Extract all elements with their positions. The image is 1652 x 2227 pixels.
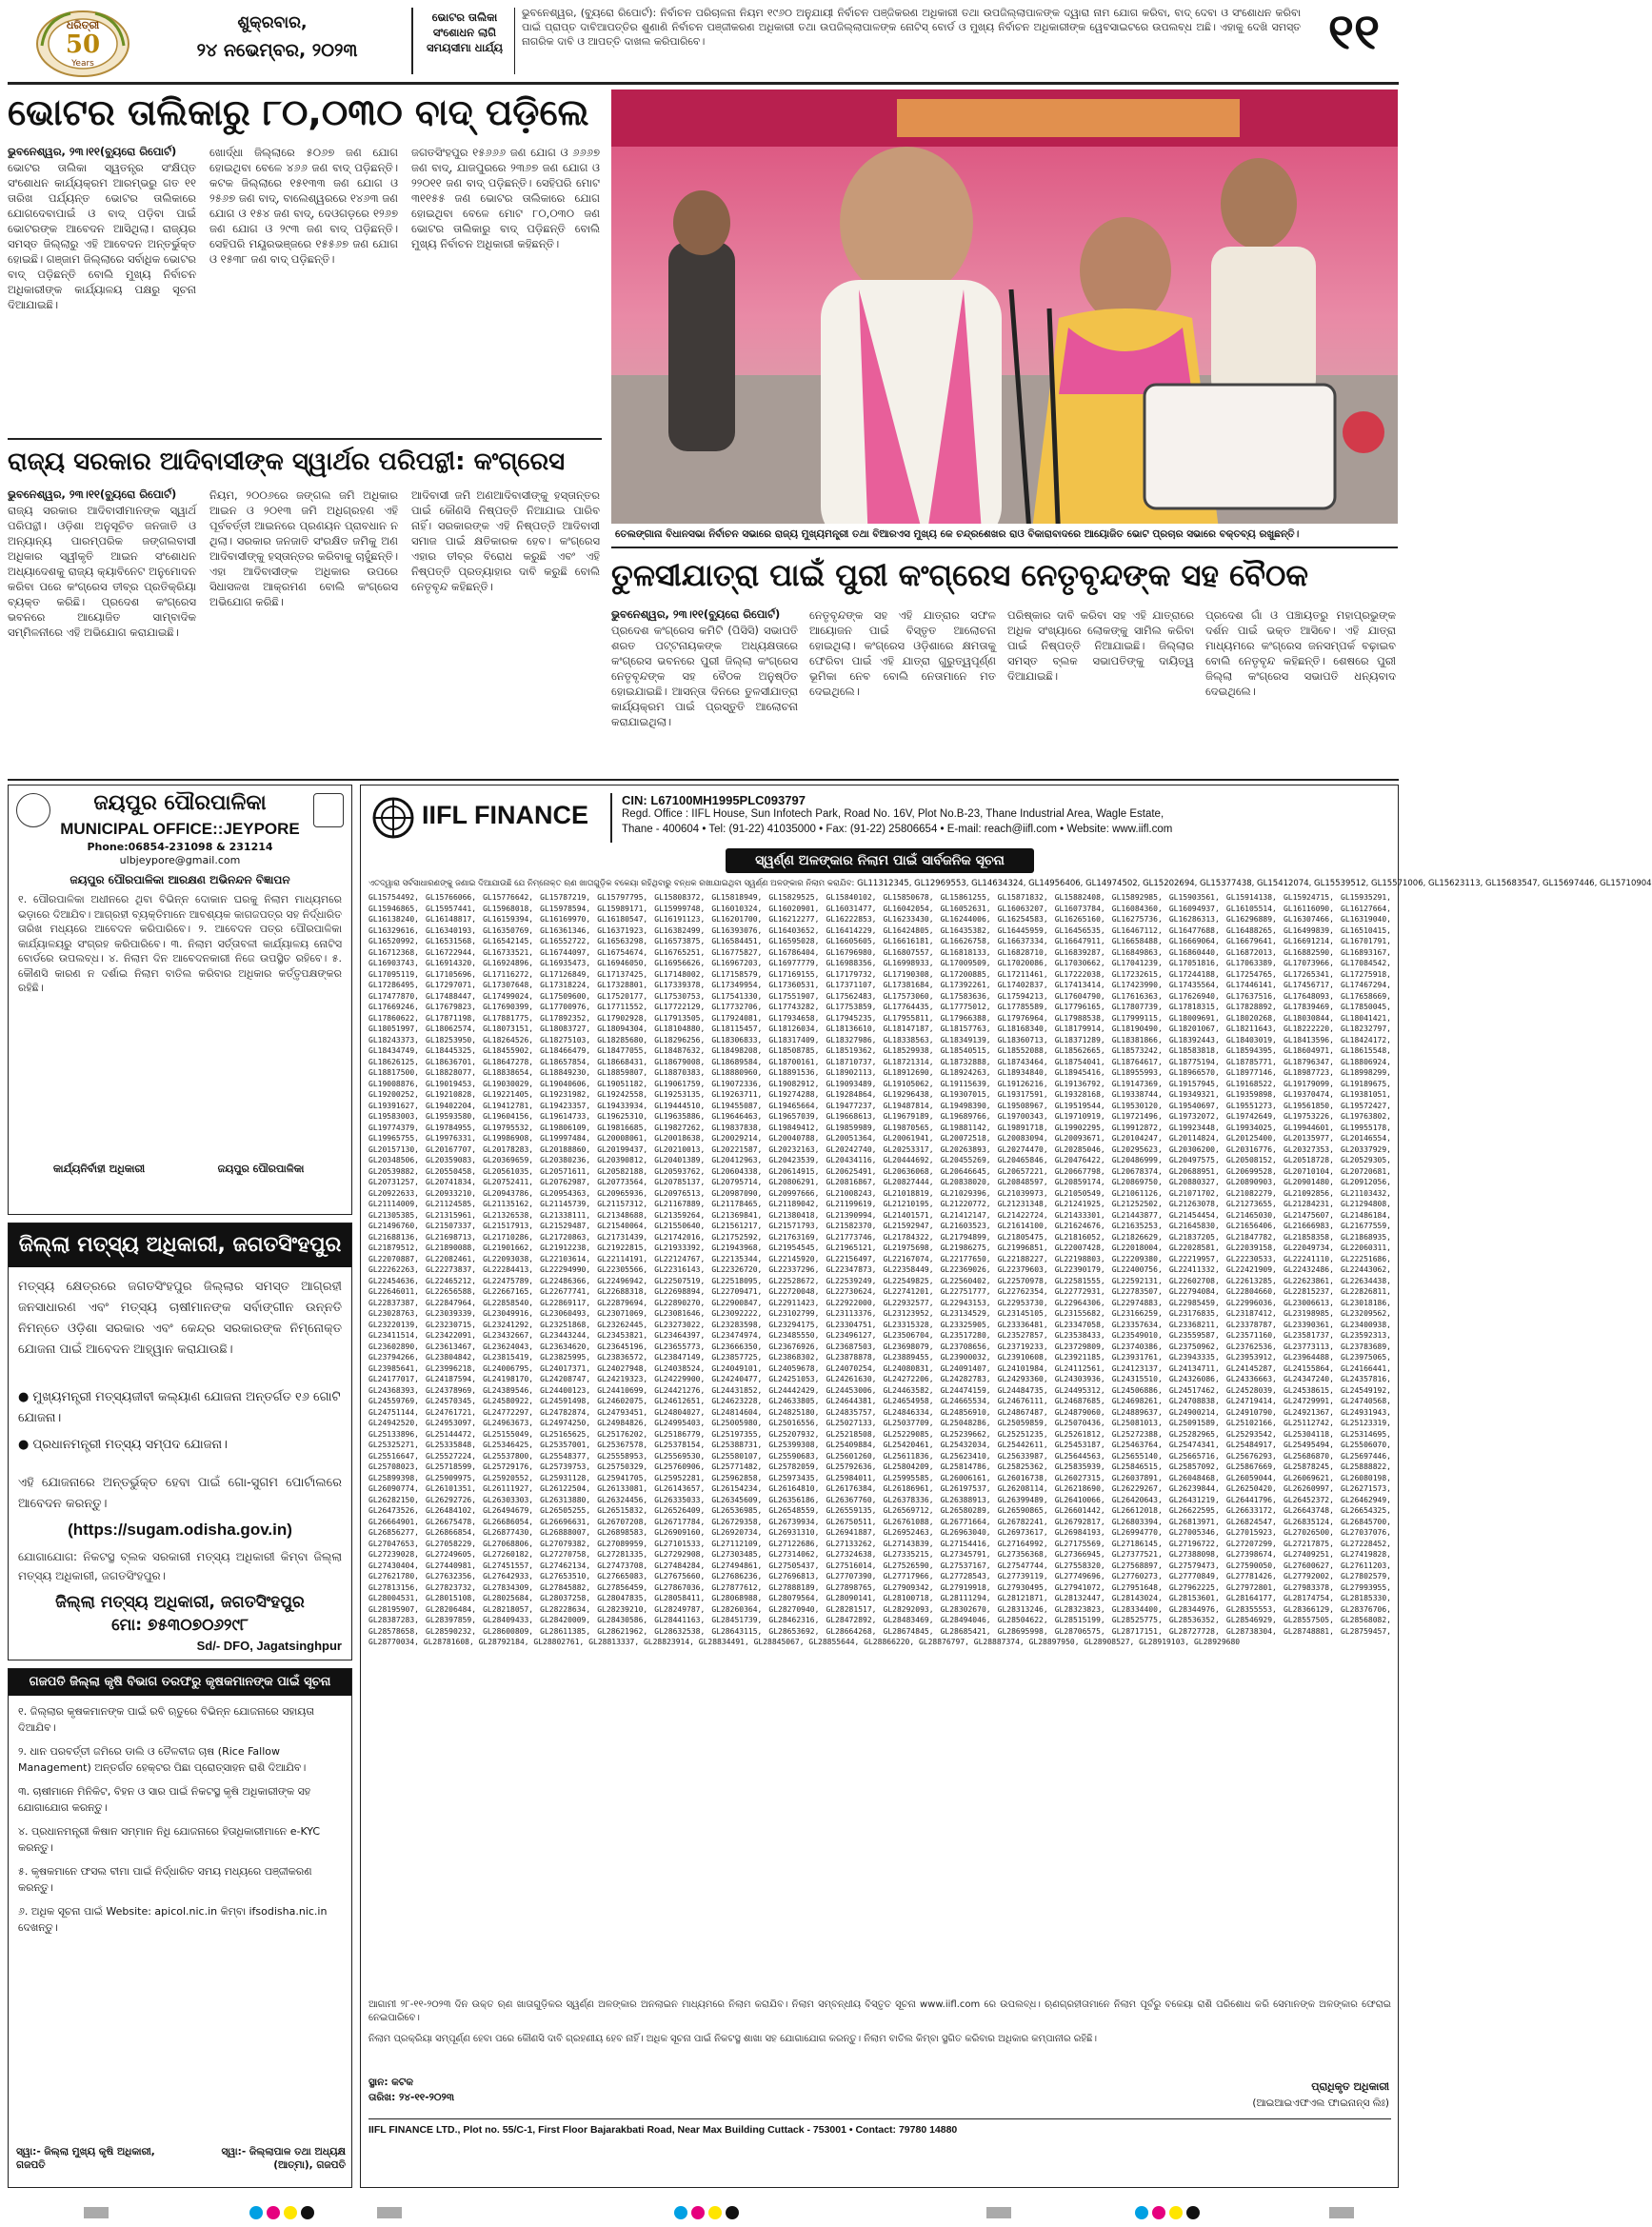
story-voter-list [8, 89, 602, 432]
agri-item-list [18, 1703, 342, 2138]
story-column: ଭୋଟର ତାଲିକା ସ୍ୱତନ୍ତ୍ର ସଂକ୍ଷିପ୍ତ ସଂଶୋଧନ କାର୍ଯ୍ୟକ୍ରମ ଆରମ୍ଭରୁ ଗତ ୧୧ ତାରିଖ ପର୍ଯ୍ୟନ୍ତ ଭୋଟର ତାଲିକାରେ ଯୋଗଦେବାପାଇଁ ଓ ବାଦ୍ ପଡ଼ିବା ପାଇଁ ଭୋଟରଙ୍କ ଆବେଦନ ଆସିଥିଲା। ରାଜ୍ୟର ସମସ୍ତ ଜିଲ୍ଲାରୁ ଏହି ଆବେଦନ ଅନ୍ତର୍ଭୁକ୍ତ ହୋଇଛି। ଗଞ୍ଜାମ ଜିଲ୍ଲାରେ ସର୍ବାଧିକ ଭୋଟର ବାଦ୍ ପଡ଼ିଛନ୍ତି ବୋଲି ମୁଖ୍ୟ ନିର୍ବାଚନ ଅଧିକାରୀଙ୍କ କାର୍ଯ୍ୟାଳୟ ପକ୍ଷରୁ ସୂଚନା ଦିଆଯାଇଛି। [8, 161, 196, 311]
story-congress-tribal [8, 446, 602, 775]
masthead [0, 0, 1406, 82]
masthead-divider [514, 8, 515, 74]
gray-bar [1329, 2207, 1354, 2218]
yellow-dot [284, 2206, 297, 2219]
story-column: ନେତୃବୃନ୍ଦଙ୍କ ସହ ଏହି ଯାତ୍ରାର ସଫଳ ଆୟୋଜନ ପାଇଁ ବିସ୍ତୃତ ଆଲୋଚନା ହୋଇଥିଲା। କଂଗ୍ରେସ ଓଡ଼ିଶାରେ କ୍ଷମତାକୁ ଫେରିବା ପାଇଁ ଏହି ଯାତ୍ରା ଗୁରୁତ୍ୱପୂର୍ଣ୍ଣ ଭୂମିକା ନେବ ବୋଲି ନେତାମାନେ ମତ ଦେଇଥିଲେ। [809, 608, 996, 698]
scheme-text: ମୁଖ୍ୟମନ୍ତ୍ରୀ ମତ୍ସ୍ୟଜୀବୀ କଲ୍ୟାଣ ଯୋଜନା ଅନ୍ତର୍ଗତ ୧୬ ଗୋଟି ଯୋଜନା। [18, 1390, 341, 1425]
story-divider [8, 438, 602, 440]
masthead-divider [411, 8, 413, 74]
yellow-dot [1169, 2206, 1183, 2219]
masthead-rule [8, 82, 1399, 85]
black-dot [726, 2206, 739, 2219]
yellow-dot [708, 2206, 722, 2219]
section-rule [8, 779, 1399, 781]
gray-bar [84, 2207, 109, 2218]
ad-body: ୧. ପୌରପାଳିକା ଅଧୀନରେ ଥିବା ବିଭିନ୍ନ ଦୋକାନ ଘରକୁ ନିଲାମ ମାଧ୍ୟମରେ ଭଡ଼ାରେ ଦିଆଯିବ। ଆଗ୍ରହୀ ବ୍ୟକ୍ତିମାନେ ଆବଶ୍ୟକ କାଗଜପତ୍ର ସହ ନିର୍ଦ୍ଧାରିତ ତାରିଖ ମଧ୍ୟରେ ଆବେଦନ କରିପାରିବେ। ୨. ଆବେଦନ ପତ୍ର ପୌରପାଳିକା କାର୍ଯ୍ୟାଳୟରୁ ସଂଗ୍ରହ କରିପାରିବେ। ୩. ନିଲାମ ସର୍ତ୍ତାବଳୀ କାର୍ଯ୍ୟାଳୟ ନୋଟିସ ବୋର୍ଡରେ ଉପଲବ୍ଧ। ୪. ନିଲାମ ଦିନ ଆବେଦନକାରୀ ନିଜେ ଉପସ୍ଥିତ ରହିବେ। ୫. କୌଣସି କାରଣ ନ ଦର୍ଶାଇ ନିଲାମ ବାତିଲ କରିବାର ଅଧିକାର କର୍ତ୍ତୃପକ୍ଷଙ୍କର ରହିଛି। [18, 893, 342, 994]
iifl-logo [372, 795, 601, 841]
ad-intro: ମତ୍ସ୍ୟ କ୍ଷେତ୍ରରେ ଜଗତସିଂହପୁର ଜିଲ୍ଲାର ସମସ୍ତ ଆଗ୍ରହୀ ଜନସାଧାରଣ ଏବଂ ମତ୍ସ୍ୟ ଚାଷୀମାନଙ୍କ ସର୍ବାଙ୍ଗୀନ ଉନ୍ନତି ନିମନ୍ତେ ଓଡ଼ିଶା ସରକାର ଏବଂ କେନ୍ଦ୍ର ସରକାରଙ୍କ ନିମ୍ନୋକ୍ତ ଯୋଜନା ପାଇଁ ଆବେଦନ ଆହ୍ୱାନ କରାଯାଉଛି। [18, 1280, 342, 1357]
story-column: ପ୍ରଦେଶ କଂଗ୍ରେସ କମିଟି (ପିସିସି) ସଭାପତି ଶରତ ପଟ୍ଟନାୟକଙ୍କ ଅଧ୍ୟକ୍ଷତାରେ କଂଗ୍ରେସ ଭବନରେ ପୁରୀ ଜିଲ୍ଲା କଂଗ୍ରେସ ନେତୃବୃନ୍ଦଙ୍କ ସହ ବୈଠକ ଅନୁଷ୍ଠିତ ହୋଇଯାଇଛି। ଆସନ୍ତା ଦିନରେ ତୁଳସୀଯାତ୍ରା କାର୍ଯ୍ୟକ୍ରମ ପାଇଁ ପ୍ରସ୍ତୁତି ଆଲୋଚନା କରାଯାଇଥିଲା। [611, 624, 798, 728]
rally-photo-image [611, 89, 1398, 545]
cyan-dot [249, 2206, 263, 2219]
agri-item: ୩. ଚାଷୀମାନେ ମିନିକିଟ, ବିହନ ଓ ସାର ପାଇଁ ନିକଟସ୍ଥ କୃଷି ଅଧିକାରୀଙ୍କ ସହ ଯୋଗାଯୋଗ କରନ୍ତୁ। [18, 1785, 311, 1814]
agri-item: ୪. ପ୍ରଧାନମନ୍ତ୍ରୀ କିଷାନ ସମ୍ମାନ ନିଧି ଯୋଜନାରେ ହିତାଧିକାରୀମାନେ e-KYC କରନ୍ତୁ। [18, 1825, 321, 1854]
logo-divider [610, 793, 612, 843]
black-dot [1186, 2206, 1200, 2219]
ad-phone: Phone:06854-231098 & 231214 [87, 841, 273, 853]
ad-office: ଜିଲ୍ଲା ମତ୍ସ୍ୟ ଅଧିକାରୀ, ଜଗତସିଂହପୁର [55, 1593, 305, 1612]
story-column: ଖୋର୍ଦ୍ଧା ଜିଲ୍ଲାରେ ୫୦୬୭ ଜଣ ଯୋଗ ହୋଇଥିବା ବେଳେ ୪୬୬ ଜଣ ବାଦ୍ ପଡ଼ିଛନ୍ତି। କଟକ ଜିଲ୍ଲାରେ ୧୫୧୩୩ ଜଣ ଯୋଗ ଓ ୨୫୬୭ ଜଣ ବାଦ୍, ବାଲେଶ୍ୱରରେ ୧୪୬୩ ଜଣ ଯୋଗ ଓ ୧୫୪ ଜଣ ବାଦ୍, ଦେଓଗଡ଼ରେ ୧୨୬୭ ଜଣ ଯୋଗ ଓ ୨୯୩ ଜଣ ବାଦ୍ ପଡ଼ିଛନ୍ତି। ସେହିପରି ମୟୂରଭଞ୍ଜରେ ୧୫୫୬୭ ଜଣ ଯୋଗ ଓ ୧୫୩୮ ଜଣ ବାଦ୍ ପଡ଼ିଛନ୍ତି। [209, 146, 398, 266]
ad-title: ଗଜପତି ଜିଲ୍ଲା କୃଷି ବିଭାଗ ତରଫରୁ କୃଷକମାନଙ୍କ ପାଇଁ ସୂଚନା [9, 1669, 351, 1696]
magenta-dot [691, 2206, 705, 2219]
magenta-dot [267, 2206, 280, 2219]
agri-item: ୨. ଧାନ ପରବର୍ତ୍ତୀ ଜମିରେ ଡାଲି ଓ ତୈଳବୀଜ ଚାଷ (Rice Fallow Management) ଅନ୍ତର୍ଗତ ହେକ୍ଟର ପିଛା ପ୍ରୋତ୍ସାହନ ରାଶି ଦିଆଯିବ। [18, 1745, 307, 1774]
ad-mobile: ମୋ: ୭୫୩୦୭୦୬୨୯୮ [111, 1616, 249, 1635]
scheme-text: ପ୍ରଧାନମନ୍ତ୍ରୀ ମତ୍ସ୍ୟ ସମ୍ପଦ ଯୋଜନା। [32, 1438, 228, 1452]
anniversary-logo [32, 8, 133, 78]
ad-fisheries-jagatsinghpur [8, 1223, 352, 1660]
ad-subtitle: MUNICIPAL OFFICE::JEYPORE [60, 820, 300, 838]
notice-footer: ନିଲାମ ପ୍ରକ୍ରିୟା ସମ୍ପୂର୍ଣ୍ଣ ହେବା ପରେ କୌଣସି ଦାବି ଗ୍ରହଣୀୟ ହେବ ନାହିଁ। ଅଧିକ ସୂଚନା ପାଇଁ ନିକଟସ୍ଥ ଶାଖା ସହ ଯୋଗାଯୋଗ କରନ୍ତୁ। ନିଲାମ ବାତିଲ କିମ୍ବା ସ୍ଥଗିତ କରିବାର ଅଧିକାର କମ୍ପାନୀର ରହିଛି। [368, 2034, 1097, 2044]
agri-item: ୫. କୃଷକମାନେ ଫସଲ ବୀମା ପାଇଁ ନିର୍ଦ୍ଧାରିତ ସମୟ ମଧ୍ୟରେ ପଞ୍ଜୀକରଣ କରନ୍ତୁ। [18, 1865, 312, 1894]
branch-address: IIFL FINANCE LTD., Plot no. 55/C-1, First Floor Bajarakbati Road, Near Max Building Cuttack - 753001 • Contact: 79780 14880 [368, 2124, 958, 2136]
notice-intro: ଏତଦ୍ୱାରା ସର୍ବସାଧାରଣଙ୍କୁ ଜଣାଇ ଦିଆଯାଉଛି ଯେ ନିମ୍ନୋକ୍ତ ଋଣ ଖାତାଗୁଡ଼ିକ ବକେୟା ରହିଥିବାରୁ ବନ୍ଧକ ରଖାଯାଇଥିବା ସ୍ୱର୍ଣ୍ଣ ଅଳଙ୍କାର ନିଲାମ କରାଯିବ: GL11312345, GL12969553, GL14634324, GL14956406, GL14974502, GL15202694, GL15377438, GL15412074, GL15539512, GL15571006, GL15623113, GL15683547, GL15697446, GL15710904 [368, 879, 1652, 888]
story-column: ଆଦିବାସୀ ଜମି ଅଣଆଦିବାସୀଙ୍କୁ ହସ୍ତାନ୍ତର ପାଇଁ କୌଣସି ନିଷ୍ପତ୍ତି ନିଆଯାଇ ପାରିବ ନାହିଁ। ସରକାରଙ୍କ ଏହି ନିଷ୍ପତ୍ତି ଆଦିବାସୀ ସମାଜ ପାଇଁ କ୍ଷତିକାରକ ହେବ। କଂଗ୍ରେସ ଏହାର ତୀବ୍ର ବିରୋଧ କରୁଛି ଏବଂ ଏହି ନିଷ୍ପତ୍ତି ପ୍ରତ୍ୟାହାର ଦାବି କରୁଛି ବୋଲି ନେତୃବୃନ୍ଦ କହିଛନ୍ତି। [411, 488, 600, 593]
ad-email: ulbjeypore@gmail.com [119, 854, 241, 866]
scheme-list [18, 1387, 342, 1456]
gray-bar [986, 2207, 1011, 2218]
story-column: ଜଗତସିଂହପୁର ୧୫୬୬୬ ଜଣ ଯୋଗ ଓ ୬୬୬୭ ଜଣ ବାଦ୍, ଯାଜପୁରରେ ୨୩୬୭ ଜଣ ଯୋଗ ଓ ୨୨୦୧୧ ଜଣ ବାଦ୍ ପଡ଼ିଛନ୍ତି। ସେହିପରି ମୋଟ ୩୧୧୫୫ ଜଣ ଭୋଟର ତାଲିକାରେ ଯୋଗ ହୋଇଥିବା ବେଳେ ମୋଟ ୮୦,୦୩୦ ଜଣ ଭୋଟର ତାଲିକାରୁ ବାଦ୍ ପଡ଼ିଛନ୍ତି ବୋଲି ମୁଖ୍ୟ ନିର୍ବାଚନ ଅଧିକାରୀ କହିଛନ୍ତି। [411, 146, 600, 250]
news-photo [611, 89, 1398, 545]
authorized-officer-company: (ଆଇଆଇଏଫଏଲ ଫାଇନାନ୍ସ ଲିଃ) [1252, 2098, 1389, 2109]
issue-date: ୨୪ ନଭେମ୍ବର, ୨୦୨୩ [196, 40, 358, 61]
top-brief: ଭୁବନେଶ୍ୱର, (ବ୍ୟୁରୋ ରିପୋର୍ଟ): ନିର୍ବାଚନ ପରିଚାଳନା ନିୟମ ୧୯୬୦ ଅନୁଯାୟୀ ନିର୍ବାଚନ ପଞ୍ଜିକରଣ ଅଧିକାରୀ ତଥା ଉପଜିଲ୍ଲାପାଳଙ୍କ ଦ୍ୱାରା ନାମ ଯୋଗ କରିବା, ବାଦ୍ ଦେବା ଓ ସଂଶୋଧନ କରିବା ପାଇଁ ପ୍ରାପ୍ତ ଦାବିଆପତ୍ତିର ଶୁଣାଣି ନିର୍ବାଚନ ପଞ୍ଜୀକରଣ ଅଧିକାରୀ ତଥା ଉପଜିଲ୍ଲାପାଳଙ୍କ ନୋଟିସ୍ ବୋର୍ଡ ଓ ମୁଖ୍ୟ ନିର୍ବାଚନ ଅଧିକାରୀଙ୍କ ୱେବସାଇଟରେ ଉପଲବ୍ଧ ଅଛି। ଏହାକୁ ଦେଖି ସମସ୍ତ ନାଗରିକ ଦାବି ଓ ଆପତ୍ତି ଦାଖଲ କରିପାରିବେ। [522, 7, 1301, 48]
headline: ତୁଳସୀଯାତ୍ରା ପାଇଁ ପୁରୀ କଂଗ୍ରେସ ନେତୃବୃନ୍ଦଙ୍କ ସହ ବୈଠକ [611, 557, 1308, 593]
logo-sub: Years [71, 59, 94, 69]
story-tulasi-yatra [611, 554, 1398, 775]
scheme-item: ● ମୁଖ୍ୟମନ୍ତ୍ରୀ ମତ୍ସ୍ୟଜୀବୀ କଲ୍ୟାଣ ଯୋଜନା ଅନ୍ତର୍ଗତ ୧୬ ଗୋଟି ଯୋଜନା। [18, 1390, 341, 1425]
headline: ରାଜ୍ୟ ସରକାର ଆଦିବାସୀଙ୍କ ସ୍ୱାର୍ଥର ପରିପନ୍ଥୀ: କଂଗ୍ରେସ [8, 447, 566, 476]
ad-iifl-gold-auction [360, 785, 1652, 2188]
ad-contact: ଯୋଗାଯୋଗ: ନିକଟସ୍ଥ ବ୍ଲକ ସରକାରୀ ମତ୍ସ୍ୟ ଅଧିକାରୀ କିମ୍ବା ଜିଲ୍ଲା ମତ୍ସ୍ୟ ଅଧିକାରୀ, ଜଗତସିଂହପୁର। [18, 1550, 342, 1582]
agri-item: ୧. ଜିଲ୍ଲାର କୃଷକମାନଙ୍କ ପାଇଁ ରବି ଋତୁରେ ବିଭିନ୍ନ ଯୋଜନାରେ ସହାୟତା ଦିଆଯିବ। [18, 1705, 315, 1734]
headline: ଭୋଟର ତାଲିକାରୁ ୮୦,୦୩୦ ବାଦ୍ ପଡ଼ିଲେ [8, 91, 589, 133]
dateline: ଭୁବନେଶ୍ୱର, ୨୩।୧୧(ବ୍ୟୁରୋ ରିପୋର୍ଟ) [611, 607, 781, 621]
iifl-logo-text: IIFL FINANCE [422, 801, 588, 829]
story-column: ରାଜ୍ୟ ସରକାର ଆଦିବାସୀମାନଙ୍କ ସ୍ୱାର୍ଥ ପରିପନ୍ଥୀ। ଓଡ଼ିଶା ଅନୁସୂଚିତ ଜନଜାତି ଓ ଅନ୍ୟାନ୍ୟ ପାରମ୍ପରିକ ଜଙ୍ଗଲବାସୀ ଅଧିକାର ସ୍ୱୀକୃତି ଆଇନ ସଂଶୋଧନ ଅଧ୍ୟାଦେଶକୁ ରାଜ୍ୟ କ୍ୟାବିନେଟ ଅନୁମୋଦନ କରିବା ପରେ କଂଗ୍ରେସ ତୀବ୍ର ପ୍ରତିକ୍ରିୟା ବ୍ୟକ୍ତ କରିଛି। ପ୍ରଦେଶ କଂଗ୍ରେସ ଭବନରେ ଆୟୋଜିତ ସାମ୍ବାଦିକ ସମ୍ମିଳନୀରେ ଏହି ଅଭିଯୋଗ କରାଯାଇଛି। [8, 504, 196, 639]
magenta-dot [1152, 2206, 1165, 2219]
ad-title: ଜୟପୁର ପୌରପାଳିକା [93, 791, 267, 815]
ad-agriculture-gajapati [8, 1668, 352, 2188]
photo-rule [611, 547, 1398, 548]
logo-word: ଧରିତ୍ରୀ [66, 19, 100, 31]
story-column: ପରିଷ୍କାର ଦାବି କରିବା ସହ ଏହି ଯାତ୍ରାରେ ଅଧିକ ସଂଖ୍ୟାରେ ଲୋକଙ୍କୁ ସାମିଲ କରିବା ପାଇଁ ନିଷ୍ପତ୍ତି ନିଆଯାଇଛି। ଜିଲ୍ଲାର ସମସ୍ତ ବ୍ଲକ ସଭାପତିଙ୍କୁ ଦାୟିତ୍ୱ ଦିଆଯାଇଛି। [1007, 608, 1194, 683]
ad-signature: Sd/- DFO, Jagatsinghpur [196, 1639, 342, 1653]
sugam-portal-link[interactable]: (https://sugam.odisha.gov.in) [68, 1521, 292, 1539]
ad-title: ଜିଲ୍ଲା ମତ୍ସ୍ୟ ଅଧିକାରୀ, ଜଗତସିଂହପୁର [9, 1223, 351, 1267]
dateline: ଭୁବନେଶ୍ୱର, ୨୩।୧୧(ବ୍ୟୁରୋ ରିପୋର୍ଟ) [8, 487, 177, 501]
authorized-officer: ପ୍ରାଧିକୃତ ଅଧିକାରୀ [1311, 2080, 1389, 2093]
story-column: ନିୟମ, ୨୦୦୬ରେ ଜଙ୍ଗଲ ଜମି ଅଧିକାର ଆଇନ ଓ ୨୦୧୩ ଜମି ଅଧିଗ୍ରହଣ ଏହି ପୂର୍ବବର୍ତ୍ତୀ ଆଇନରେ ପ୍ରଣୟନ ପ୍ରାବଧାନ ନ ଥିଲା। ସରକାର ଜନଜାତି ସଂରକ୍ଷିତ ଜମିକୁ ଅଣ ଆଦିବାସୀଙ୍କୁ ହସ୍ତାନ୍ତର କରିବାକୁ ଚାହୁଁଛନ୍ତି। ଏହା ଆଦିବାସୀଙ୍କ ଅଧିକାର ଉପରେ ସିଧାସଳଖ ଆକ୍ରମଣ ବୋଲି କଂଗ୍ରେସ ଅଭିଯୋଗ କରିଛି। [209, 488, 398, 608]
ad-signature-right: ସ୍ୱା:- ଜିଲ୍ଲାପାଳ ତଥା ଅଧ୍ୟକ୍ଷ (ଆତ୍ମା), ଗଜପତି [221, 2146, 346, 2171]
notice-date: ତାରିଖ: ୨୪-୧୧-୨୦୨୩ [368, 2092, 454, 2103]
loan-account-grid: GL15754492, GL15766066, GL15776642, GL15787219, GL15797795, GL15808372, GL15818949, GL15829525, GL15840102, GL15850678, GL15861255, GL15871832, GL15882408, GL15892985, GL15903561, GL15914138, GL15924715, GL15935291, GL15946865, GL15957441, GL15968018, GL15978594, GL15989171, GL15999748, GL16010324, GL16020901, GL16031477, GL16042054, GL16052631, GL16063207, GL16073784, GL16084360, GL16094937, GL16105514, GL16116090, GL16127664, GL16138240, GL16148817, GL16159394, GL16169970, GL16180547, GL16191123, GL16201700, GL16212277, GL16222853, GL16233430, GL16244006, GL16254583, GL16265160, GL16275736, GL16286313, GL16296889, GL16307466, GL16319040, GL16329616, GL16340193, GL16350769, GL16361346, GL16371923, GL16382499, GL16393076, GL16403652, GL16414229, GL16424805, GL16435382, GL16445959, GL16456535, GL16467112, GL16477688, GL16488265, GL16499839, GL16510415, GL16520992, GL16531568, GL16542145, GL16552722, GL16563298, GL16573875, GL16584451, GL16595028, GL16605605, GL16616181, GL16626758, GL16637334, GL16647911, GL16658488, GL16669064, GL16679641, GL16691214, GL16701791, GL16712368, GL16722944, GL16733521, GL16744097, GL16754674, GL16765251, GL16775827, GL16786404, GL16796980, GL16807557, GL16818133, GL16828710, GL16839287, GL16849863, GL16860440, GL16872013, GL16882590, GL16893167, GL16903743, GL16914320, GL16924896, GL16935473, GL16946050, GL16956626, GL16967203, GL16977779, GL16988356, GL16998933, GL17009509, GL17020086, GL17030662, GL17041239, GL17051816, GL17063389, GL17073966, GL17084542, GL17095119, GL17105696, GL17116272, GL17126849, GL17137425, GL17148002, GL17158579, GL17169155, GL17179732, GL17190308, GL17200885, GL17211461, GL17222038, GL17232615, GL17244188, GL17254765, GL17265341, GL17275918, GL17286495, GL17297071, GL17307648, GL17318224, GL17328801, GL17339378, GL17349954, GL17360531, GL17371107, GL17381684, GL17392261, GL17402837, GL17413414, GL17423990, GL17435564, GL17446141, GL17456717, GL17467294, GL17477870, GL17488447, GL17499024, GL17509600, GL17520177, GL17530753, GL17541330, GL17551907, GL17562483, GL17573060, GL17583636, GL17594213, GL17604790, GL17616363, GL17626940, GL17637516, GL17648093, GL17658669, GL17669246, GL17679823, GL17690399, GL17700976, GL17711552, GL17722129, GL17732706, GL17743282, GL17753859, GL17764435, GL17775012, GL17785589, GL17796165, GL17807739, GL17818315, GL17828892, GL17839469, GL17850045, GL17860622, GL17871198, GL17881775, GL17892352, GL17902928, GL17913505, GL17924081, GL17934658, GL17945235, GL17955811, GL17966388, GL17976964, GL17988538, GL17999115, GL18009691, GL18020268, GL18030844, GL18041421, GL18051997, GL18062574, GL18073151, GL18083727, GL18094304, GL18104880, GL18115457, GL18126034, GL18136610, GL18147187, GL18157763, GL18168340, GL18179914, GL18190490, GL18201067, GL18211643, GL18222220, GL18232797, GL18243373, GL18253950, GL18264526, GL18275103, GL18285680, GL18296256, GL18306833, GL18317409, GL18327986, GL18338563, GL18349139, GL18360713, GL18371289, GL18381866, GL18392443, GL18403019, GL18413596, GL18424172, GL18434749, GL18445325, GL18455902, GL18466479, GL18477055, GL18487632, GL18498208, GL18508785, GL18519362, GL18529938, GL18540515, GL18552088, GL18562665, GL18573242, GL18583818, GL18594395, GL18604971, GL18615548, GL18626125, GL18636701, GL18647278, GL18657854, GL18668431, GL18679008, GL18689584, GL18700161, GL18710737, GL18721314, GL18732888, GL18743464, GL18754041, GL18764617, GL18775194, GL18785771, GL18796347, GL18806924, GL18817500, GL18828077, GL18838654, GL18849230, GL18859807, GL18870383, GL18880960, GL18891536, GL18902113, GL18912690, GL18924263, GL18934840, GL18945416, GL18955993, GL18966570, GL18977146, GL18987723, GL18998299, GL19008876, GL19019453, GL19030029, GL19040606, GL19051182, GL19061759, GL19072336, GL19082912, GL19093489, GL19105062, GL19115639, GL19126216, GL19136792, GL19147369, GL19157945, GL19168522, GL19179099, GL19189675, GL19200252, GL19210828, GL19221405, GL19231982, GL19242558, GL19253135, GL19263711, GL19274288, GL19284864, GL19296438, GL19307015, GL19317591, GL19328168, GL19338744, GL19349321, GL19359898, GL19370474, GL19381051, GL19391627, GL19402204, GL19412781, GL19423357, GL19433934, GL19444510, GL19455087, GL19465664, GL19477237, GL19487814, GL19498390, GL19508967, GL19519544, GL19530120, GL19540697, GL19551273, GL19561850, GL19572427, GL19583003, GL19593580, GL19604156, GL19614733, GL19625310, GL19635886, GL19646463, GL19657039, GL19668613, GL19679189, GL19689766, GL19700343, GL19710919, GL19721496, GL19732072, GL19742649, GL19753226, GL19763802, GL19774379, GL19784955, GL19795532, GL19806109, GL19816685, GL19827262, GL19837838, GL19849412, GL19859989, GL19870565, GL19881142, GL19891718, GL19902295, GL19912872, GL19923448, GL19934025, GL19944601, GL19955178, GL19965755, GL19976331, GL19986908, GL19997484, GL20008061, GL20018638, GL20029214, GL20040788, GL20051364, GL20061941, GL20072518, GL20083094, GL20093671, GL20104247, GL20114824, GL20125400, GL20135977, GL20146554, GL20157130, GL20167707, GL20178283, GL20188860, GL20199437, GL20210013, GL20221587, GL20232163, GL20242740, GL20253317, GL20263893, GL20274470, GL20285046, GL20295623, GL20306200, GL20316776, GL20327353, GL20337929, GL20348506, GL20359083, GL20369659, GL20380236, GL20390812, GL20401389, GL20412963, GL20423539, GL20434116, GL20444692, GL20455269, GL20465846, GL20476422, GL20486999, GL20497575, GL20508152, GL20518728, GL20529305, GL20539882, GL20550458, GL20561035, GL20571611, GL20582188, GL20593762, GL20604338, GL20614915, GL20625491, GL20636068, GL20646645, GL20657221, GL20667798, GL20678374, GL20688951, GL20699528, GL20710104, GL20720681, GL20731257, GL20741834, GL20752411, GL20762987, GL20773564, GL20785137, GL20795714, GL20806291, GL20816867, GL20827444, GL20838020, GL20848597, GL20859174, GL20869750, GL20880327, GL20890903, GL20901480, GL20912056, GL20922633, GL20933210, GL20943786, GL20954363, GL20965936, GL20976513, GL20987090, GL20997666, GL21008243, GL21018819, GL21029396, GL21039973, GL21050549, GL21061126, GL21071702, GL21082279, GL21092856, GL21103432, GL21114009, GL21124585, GL21135162, GL21145739, GL21157312, GL21167889, GL21178465, GL21189042, GL21199619, GL21210195, GL21220772, GL21231348, GL21241925, GL21252502, GL21263078, GL21273655, GL21284231, GL21294808, GL21305385, GL21315961, GL21326538, GL21338111, GL21348688, GL21359264, GL21369841, GL21380418, GL21390994, GL21401571, GL21412147, GL21422724, GL21433301, GL21443877, GL21454454, GL21465030, GL21475607, GL21486184, GL21496760, GL21507337, GL21517913, GL21529487, GL21540064, GL21550640, GL21561217, GL21571793, GL21582370, GL21592947, GL21603523, GL21614100, GL21624676, GL21635253, GL21645830, GL21656406, GL21666983, GL21677559, GL21688136, GL21698713, GL21710286, GL21720863, GL21731439, GL21742016, GL21752592, GL21763169, GL21773746, GL21784322, GL21794899, GL21805475, GL21816052, GL21826629, GL21837205, GL21847782, GL21858358, GL21868935, GL21879512, GL21890088, GL21901662, GL21912238, GL21922815, GL21933392, GL21943968, GL21954545, GL21965121, GL21975698, GL21986275, GL21996851, GL22007428, GL22018004, GL22028581, GL22039158, GL22049734, GL22060311, GL22070887, GL22082461, GL22093038, GL22103614, GL22114191, GL22124767, GL22135344, GL22145920, GL22156497, GL22167074, GL22177650, GL22188227, GL22198803, GL22209380, GL22219957, GL22230533, GL22241110, GL22251686, GL22262263, GL22273837, GL22284413, GL22294990, GL22305566, GL22316143, GL22326720, GL22337296, GL22347873, GL22358449, GL22369026, GL22379603, GL22390179, GL22400756, GL22411332, GL22421909, GL22432486, GL22443062, GL22454636, GL22465212, GL22475789, GL22486366, GL22496942, GL22507519, GL22518095, GL22528672, GL22539249, GL22549825, GL22560402, GL22570978, GL22581555, GL22592131, GL22602708, GL22613285, GL22623861, GL22634438, GL22646011, GL22656588, GL22667165, GL22677741, GL22688318, GL22698894, GL22709471, GL22720048, GL22730624, GL22741201, GL22751777, GL22762354, GL22772931, GL22783507, GL22794084, GL22804660, GL22815237, GL22826811, GL22837387, GL22847964, GL22858540, GL22869117, GL22879694, GL22890270, GL22900847, GL22911423, GL22922000, GL22932577, GL22943153, GL22953730, GL22964306, GL22974883, GL22985459, GL22996036, GL23006613, GL23018186, GL23028763, GL23039339, GL23049916, GL23060493, GL23071069, GL23081646, GL23092222, GL23102799, GL23113376, GL23123952, GL23134529, GL23145105, GL23155682, GL23166259, GL23176835, GL23187412, GL23198985, GL23209562, GL23220139, GL23230715, GL23241292, GL23251868, GL23262445, GL23273022, GL23283598, GL23294175, GL23304751, GL23315328, GL23325905, GL23336481, GL23347058, GL23357634, GL23368211, GL23378787, GL23390361, GL23400938, GL23411514, GL23422091, GL23432667, GL23443244, GL23453821, GL23464397, GL23474974, GL23485550, GL23496127, GL23506704, GL23517280, GL23527857, GL23538433, GL23549010, GL23559587, GL23571160, GL23581737, GL23592313, GL23602890, GL23613467, GL23624043, GL23634620, GL23645196, GL23655773, GL23666350, GL23676926, GL23687503, GL23698079, GL23708656, GL23719233, GL23729809, GL23740386, GL23750962, GL23762536, GL23773113, GL23783689, GL23794266, GL23804842, GL23815419, GL23825995, GL23836572, GL23847149, GL23857725, GL23868302, GL23878878, GL23889455, GL23900032, GL23910608, GL23921185, GL23931761, GL23943335, GL23953912, GL23964488, GL23975065, GL23985641, GL23996218, GL24006795, GL24017371, GL24027948, GL24038524, GL24049101, GL24059678, GL24070254, GL24080831, GL24091407, GL24101984, GL24112561, GL24123137, GL24134711, GL24145287, GL24155864, GL24166441, GL24177017, GL24187594, GL24198170, GL24208747, GL24219323, GL24229900, GL24240477, GL24251053, GL24261630, GL24272206, GL24282783, GL24293360, GL24303936, GL24315510, GL24326086, GL24336663, GL24347240, GL24357816, GL24368393, GL24378969, GL24389546, GL24400123, GL24410699, GL24421276, GL24431852, GL24442429, GL24453006, GL24463582, GL24474159, GL24484735, GL24495312, GL24506886, GL24517462, GL24528039, GL24538615, GL24549192, GL24559769, GL24570345, GL24580922, GL24591498, GL24602075, GL24612651, GL24623228, GL24633805, GL24644381, GL24654958, GL24665534, GL24676111, GL24687685, GL24698261, GL24708838, GL24719414, GL24729991, GL24740568, GL24751144, GL24761721, GL24772297, GL24782874, GL24793451, GL24804027, GL24814604, GL24825180, GL24835757, GL24846334, GL24856910, GL24867487, GL24879060, GL24889637, GL24900214, GL24910790, GL24921367, GL24931943, GL24942520, GL24953097, GL24963673, GL24974250, GL24984826, GL24995403, GL25005980, GL25016556, GL25027133, GL25037709, GL25048286, GL25059859, GL25070436, GL25081013, GL25091589, GL25102166, GL25112742, GL25123319, GL25133896, GL25144472, GL25155049, GL25165625, GL25176202, GL25186779, GL25197355, GL25207932, GL25218508, GL25229085, GL25239662, GL25251235, GL25261812, GL25272388, GL25282965, GL25293542, GL25304118, GL25314695, GL25325271, GL25335848, GL25346425, GL25357001, GL25367578, GL25378154, GL25388731, GL25399308, GL25409884, GL25420461, GL25432034, GL25442611, GL25453187, GL25463764, GL25474341, GL25484917, GL25495494, GL25506070, GL25516647, GL25527224, GL25537800, GL25548377, GL25558953, GL25569530, GL25580107, GL25590683, GL25601260, GL25611836, GL25623410, GL25633987, GL25644563, GL25655140, GL25665716, GL25676293, GL25686870, GL25697446, GL25708023, GL25718599, GL25729176, GL25739753, GL25750329, GL25760906, GL25771482, GL25782059, GL25792636, GL25804209, GL25814786, GL25825362, GL25835939, GL25846515, GL25857092, GL25867669, GL25878245, GL25888822, GL25899398, GL25909975, GL25920552, GL25931128, GL25941705, GL25952281, GL25962858, GL25973435, GL25984011, GL25995585, GL26006161, GL26016738, GL26027315, GL26037891, GL26048468, GL26059044, GL26069621, GL26080198, GL26090774, GL26101351, GL26111927, GL26122504, GL26133081, GL26143657, GL26154234, GL26164810, GL26176384, GL26186961, GL26197537, GL26208114, GL26218690, GL26229267, GL26239844, GL26250420, GL26260997, GL26271573, GL26282150, GL26292726, GL26303303, GL26313880, GL26324456, GL26335033, GL26345609, GL26356186, GL26367760, GL26378336, GL26388913, GL26399489, GL26410066, GL26420643, GL26431219, GL26441796, GL26452372, GL26462949, GL26473526, GL26484102, GL26494679, GL26505255, GL26515832, GL26526409, GL26536985, GL26548559, GL26559135, GL26569712, GL26580289, GL26590865, GL26601442, GL26612018, GL26622595, GL26633172, GL26643748, GL26654325, GL26664901, GL26675478, GL26686054, GL26696631, GL26707208, GL26717784, GL26729358, GL26739934, GL26750511, GL26761088, GL26771664, GL26782241, GL26792817, GL26803394, GL26813971, GL26824547, GL26835124, GL26845700, GL26856277, GL26866854, GL26877430, GL26888007, GL26898583, GL26909160, GL26920734, GL26931310, GL26941887, GL26952463, GL26963040, GL26973617, GL26984193, GL26994770, GL27005346, GL27015923, GL27026500, GL27037076, GL27047653, GL27058229, GL27068806, GL27079382, GL27089959, GL27101533, GL27112109, GL27122686, GL27133262, GL27143839, GL27154416, GL27164992, GL27175569, GL27186145, GL27196722, GL27207299, GL27217875, GL27228452, GL27239028, GL27249605, GL27260182, GL27270758, GL27281335, GL27292908, GL27303485, GL27314062, GL27324638, GL27335215, GL27345791, GL27356368, GL27366945, GL27377521, GL27388098, GL27398674, GL27409251, GL27419828, GL27430404, GL27440981, GL27451557, GL27462134, GL27473708, GL27484284, GL27494861, GL27505437, GL27516014, GL27526590, GL27537167, GL27547744, GL27558320, GL27568897, GL27579473, GL27590050, GL27600627, GL27611203, GL27621780, GL27632356, GL27642933, GL27653510, GL27665083, GL27675660, GL27686236, GL27696813, GL27707390, GL27717966, GL27728543, GL27739119, GL27749696, GL27760273, GL27770849, GL27781426, GL27792002, GL27802579, GL27813156, GL27823732, GL27834309, GL27845882, GL27856459, GL27867036, GL27877612, GL27888189, GL27898765, GL27909342, GL27919918, GL27930495, GL27941072, GL27951648, GL27962225, GL27972801, GL27983378, GL27993955, GL28004531, GL28015108, GL28025684, GL28037258, GL28047835, GL28058411, GL28068988, GL28079564, GL28090141, GL28100718, GL28111294, GL28121871, GL28132447, GL28143024, GL28153601, GL28164177, GL28174754, GL28185330, GL28195907, GL28206484, GL28218057, GL28228634, GL28239210, GL28249787, GL28260364, GL28270940, GL28281517, GL28292093, GL28302670, GL28313246, GL28323823, GL28334400, GL28344976, GL28355553, GL28366129, GL28376706, GL28387283, GL28397859, GL28409433, GL28420009, GL28430586, GL28441163, GL28451739, GL28462316, GL28472892, GL28483469, GL28494046, GL28504622, GL28515199, GL28525775, GL28536352, GL28546929, GL28557505, GL28568082, GL28578658, GL28590232, GL28600809, GL28611385, GL28621962, GL28632538, GL28643115, GL28653692, GL28664268, GL28674845, GL28685421, GL28695998, GL28706575, GL28717151, GL28727728, GL28738304, GL28748881, GL28759457, GL28770034, GL28781608, GL28792184, GL28802761, GL28813337, GL28823914, GL28834491, GL28845067, GL28855644, GL28866220, GL28876797, GL28887374, GL28897950, GL28908527, GL28919103, GL28929680 [368, 893, 1391, 1646]
brief-label: ଭୋଟର ତାଲିକା ସଂଶୋଧନ ଲାଗି ସମୟସୀମା ଧାର୍ଯ୍ୟ [426, 10, 503, 54]
agri-item: ୬. ଅଧିକ ସୂଚନା ପାଇଁ Website: apicol.nic.in କିମ୍ବା ifsodisha.nic.in ଦେଖନ୍ତୁ। [18, 1905, 328, 1934]
ad-signature-left: କାର୍ଯ୍ୟନିର୍ବାହୀ ଅଧିକାରୀ [52, 1163, 146, 1175]
notice-footer: ଆଗାମୀ ୨୮-୧୧-୨୦୨୩ ଦିନ ଉକ୍ତ ଋଣ ଖାତାଗୁଡ଼ିକର ସ୍ୱର୍ଣ୍ଣ ଅଳଙ୍କାର ଅନଲାଇନ ମାଧ୍ୟମରେ ନିଲାମ କରାଯିବ। ନିଲାମ ସମ୍ବନ୍ଧୀୟ ବିସ୍ତୃତ ସୂଚନା www.iifl.com ରେ ଉପଲବ୍ଧ। ଋଣଗ୍ରହୀତାମାନେ ନିଲାମ ପୂର୍ବରୁ ବକେୟା ରାଶି ପରିଶୋଧ କରି ସେମାନଙ୍କ ଅଳଙ୍କାର ଫେରାଇ ନେଇପାରିବେ। [368, 1999, 1391, 2023]
ad-heading: ଜୟପୁର ପୌରପାଳିକା ଆରକ୍ଷଣ ଅଭିନନ୍ଦନ ବିଜ୍ଞାପନ [70, 873, 290, 886]
logo-number: 50 [65, 30, 101, 59]
regd-contact: Thane - 400604 • Tel: (91-22) 41035000 • Fax: (91-22) 25806654 • E-mail: reach@iifl.com • Website: www.iifl.com [622, 824, 1173, 835]
notice-place: ସ୍ଥାନ: କଟକ [368, 2077, 413, 2088]
ad-signature-right: ଜୟପୁର ପୌରପାଳିକା [217, 1163, 305, 1175]
page-number: ୧୧ [1327, 4, 1381, 61]
black-dot [301, 2206, 314, 2219]
iifl-emblem-icon [372, 797, 414, 839]
issue-day: ଶୁକ୍ରବାର, [237, 13, 308, 32]
footer-rule [368, 2118, 1391, 2119]
regd-office: Regd. Office : IIFL House, Sun Infotech Park, Road No. 16V, Plot No.B-23, Thane Industrial Area, Wagle Estate, [622, 808, 1164, 820]
cin: CIN: L67100MH1995PLC093797 [622, 793, 806, 807]
photo-caption: ତେଲଙ୍ଗାନା ବିଧାନସଭା ନିର୍ବାଚନ ସଭାରେ ରାଜ୍ୟ ମୁଖ୍ୟମନ୍ତ୍ରୀ ତଥା ବିଆରଏସ ମୁଖ୍ୟ କେ ଚନ୍ଦ୍ରଶେଖର ରାଓ ବିକାରାବାଦରେ ଆୟୋଜିତ ଭୋଟ ପ୍ରଚାର ସଭାରେ ବକ୍ତବ୍ୟ ରଖୁଛନ୍ତି। [615, 528, 1300, 540]
dateline: ଭୁବନେଶ୍ୱର, ୨୩।୧୧(ବ୍ୟୁରୋ ରିପୋର୍ଟ) [8, 145, 177, 158]
registration-marks [0, 2196, 1406, 2227]
scheme-item: ● ପ୍ରଧାନମନ୍ତ୍ରୀ ମତ୍ସ୍ୟ ସମ୍ପଦ ଯୋଜନା। [18, 1438, 228, 1452]
ad-note: ଏହି ଯୋଜନାରେ ଅନ୍ତର୍ଭୁକ୍ତ ହେବା ପାଇଁ ଗୋ-ସୁଗମ ପୋର୍ଟାଲରେ ଆବେଦନ କରନ୍ତୁ। [18, 1476, 342, 1511]
cyan-dot [1135, 2206, 1148, 2219]
ad-municipal-jeypore [8, 785, 352, 1215]
notice-title: ସ୍ୱର୍ଣ୍ଣ ଅଳଙ୍କାର ନିଲାମ ପାଇଁ ସାର୍ବଜନିକ ସୂଚନା [726, 848, 1034, 873]
gray-bar [377, 2207, 402, 2218]
cyan-dot [674, 2206, 687, 2219]
story-column: ପ୍ରଦେଶ ଗାଁ ଓ ପଞ୍ଚାୟତରୁ ମହାପ୍ରଭୁଙ୍କ ଦର୍ଶନ ପାଇଁ ଭକ୍ତ ଆସିବେ। ଏହି ଯାତ୍ରା ମାଧ୍ୟମରେ କଂଗ୍ରେସ ଜନସମ୍ପର୍କ ବଢ଼ାଇବ ବୋଲି ନେତୃବୃନ୍ଦ କହିଛନ୍ତି। ଶେଷରେ ପୁରୀ ଜିଲ୍ଲା କଂଗ୍ରେସ ସଭାପତି ଧନ୍ୟବାଦ ଦେଇଥିଲେ। [1205, 608, 1396, 698]
ad-signature-left: ସ୍ୱା:- ଜିଲ୍ଲା ମୁଖ୍ୟ କୃଷି ଅଧିକାରୀ, ଗଜପତି [16, 2146, 155, 2171]
